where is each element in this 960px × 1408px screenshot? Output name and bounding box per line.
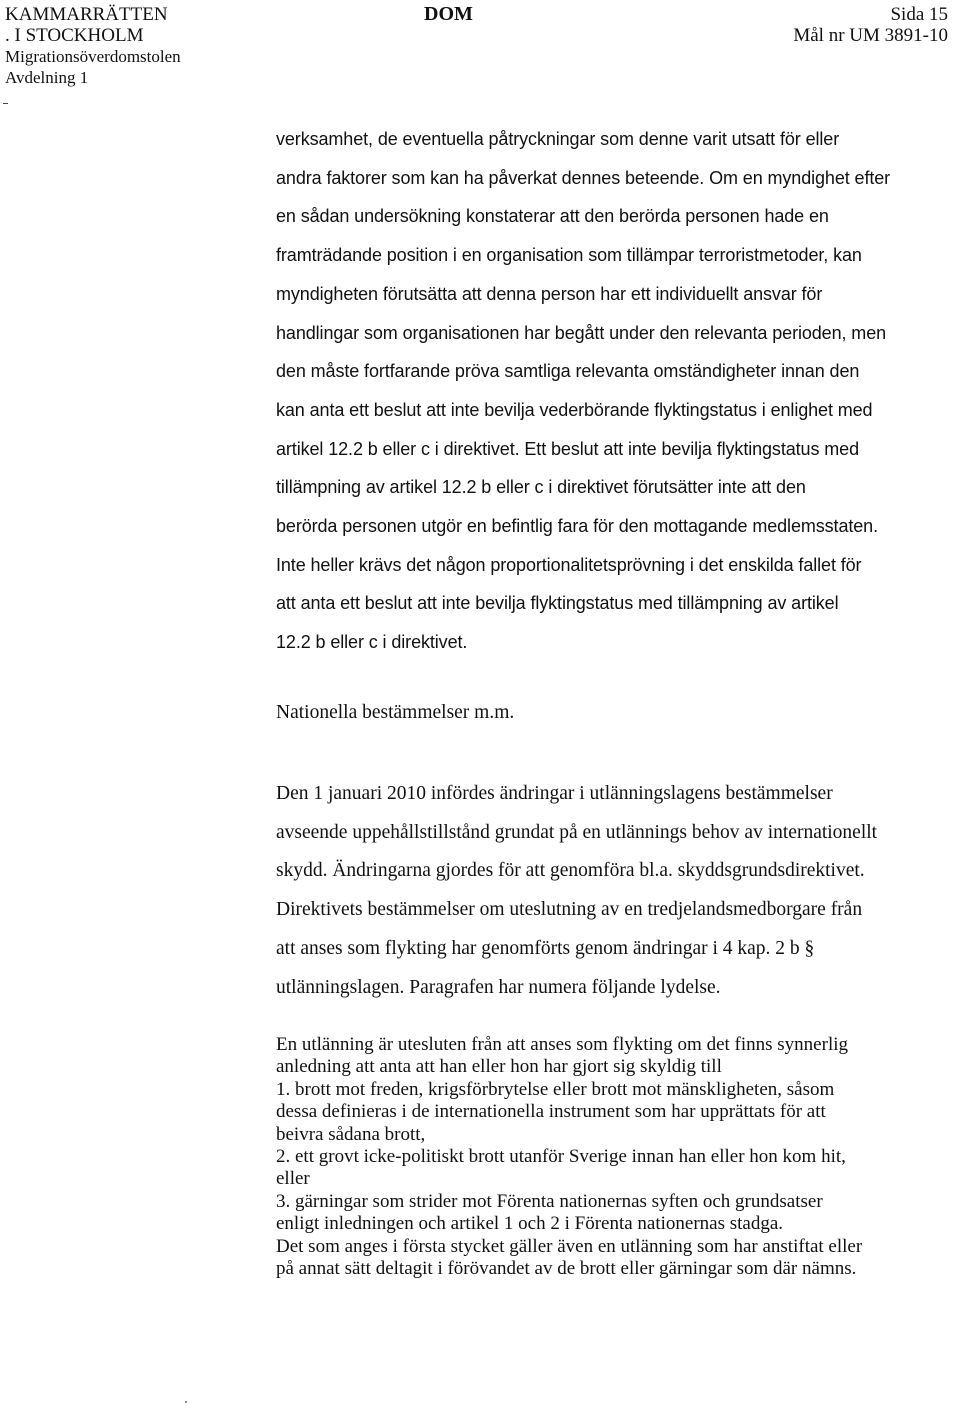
text-line: avseende uppehållstillstånd grundat på en utlännings behov av internationellt xyxy=(276,821,878,843)
text-line: framträdande position i en organisation som tillämpar terroristmetoder, kan xyxy=(276,245,862,266)
text-line: Den 1 januari 2010 infördes ändringar i utlänningslagens bestämmelser xyxy=(276,783,833,804)
text-line: andra faktorer som kan ha påverkat dennes beteende. Om en myndighet efter xyxy=(276,167,891,188)
quote-line: 2. ett grovt icke-politiskt brott utanför Sverige innan han eller hon kom hit, xyxy=(276,1146,846,1168)
text-line: den måste fortfarande pröva samtliga relevanta omständigheter innan den xyxy=(276,361,860,382)
scan-mark xyxy=(3,103,8,104)
court-department: Migrationsöverdomstolen xyxy=(5,47,181,66)
court-name-line1: KAMMARRÄTTEN xyxy=(5,4,168,25)
document-body xyxy=(276,120,956,662)
quote-line: dessa definieras i de internationella instrument som har upprättats för att xyxy=(276,1101,826,1123)
scan-dot xyxy=(185,1401,187,1403)
text-line: berörda personen utgör en befintlig fara för den mottagande medlemsstaten. xyxy=(276,516,878,537)
quote-line: eller xyxy=(276,1168,310,1190)
quote-line: 1. brott mot freden, krigsförbrytelse eller brott mot mänskligheten, såsom xyxy=(276,1078,835,1100)
text-line: kan anta ett beslut att inte bevilja vederbörande flyktingstatus i enlighet med xyxy=(276,399,873,420)
quote-line: 3. gärningar som strider mot Förenta nationernas syften och grundsatser xyxy=(276,1190,823,1212)
quote-line: Det som anges i första stycket gäller även en utlänning som har anstiftat eller xyxy=(276,1235,863,1257)
paragraph-eu-directive xyxy=(276,120,956,662)
text-line: att anta ett beslut att inte bevilja flyktingstatus med tillämpning av artikel xyxy=(276,593,839,614)
text-line: Inte heller krävs det någon proportionalitetsprövning i det enskilda fallet för xyxy=(276,554,862,575)
text-line: utlänningslagen. Paragrafen har numera följande lydelse. xyxy=(276,976,721,998)
document-type: DOM xyxy=(424,3,473,25)
text-line: Direktivets bestämmelser om uteslutning av en tredjelandsmedborgare från xyxy=(276,899,863,921)
case-number: Mål nr UM 3891-10 xyxy=(793,25,948,46)
text-line: handlingar som organisationen har begått under den relevanta perioden, men xyxy=(276,322,887,343)
text-line: en sådan undersökning konstaterar att den berörda personen hade en xyxy=(276,206,829,227)
text-line: tillämpning av artikel 12.2 b eller c i direktivet förutsätter inte att den xyxy=(276,477,806,498)
court-block xyxy=(5,4,181,88)
paragraph-national-law xyxy=(276,775,960,1007)
quote-line: enligt inledningen och artikel 1 och 2 i Förenta nationernas stadga. xyxy=(276,1213,784,1235)
court-name-line2: . I STOCKHOLM xyxy=(5,25,144,46)
quote-line: anledning att anta att han eller hon har gjort sig skyldig till xyxy=(276,1056,722,1078)
quote-line: En utlänning är utesluten från att anses som flykting om det finns synnerlig xyxy=(276,1034,849,1055)
document-header xyxy=(0,0,960,100)
text-line: skydd. Ändringarna gjordes för att genomföra bl.a. skyddsgrundsdirektivet. xyxy=(276,860,865,882)
text-line: att anses som flykting har genomförts genom ändringar i 4 kap. 2 b § xyxy=(276,937,815,959)
page-info-block xyxy=(793,4,948,46)
page-number: Sida 15 xyxy=(890,4,948,25)
quote-line: på annat sätt deltagit i förövandet av de brott eller gärningar som där nämns. xyxy=(276,1258,857,1280)
section-heading: Nationella bestämmelser m.m. xyxy=(276,702,515,723)
court-division: Avdelning 1 xyxy=(5,68,89,87)
quoted-statute xyxy=(276,1034,960,1280)
quote-line: beivra sådana brott, xyxy=(276,1123,426,1145)
text-line: artikel 12.2 b eller c i direktivet. Ett beslut att inte bevilja flyktingstatus med xyxy=(276,438,859,459)
text-line: verksamhet, de eventuella påtryckningar som denne varit utsatt för eller xyxy=(276,129,840,149)
text-line: 12.2 b eller c i direktivet. xyxy=(276,632,468,653)
text-line: myndigheten förutsätta att denna person har ett individuellt ansvar för xyxy=(276,283,823,304)
